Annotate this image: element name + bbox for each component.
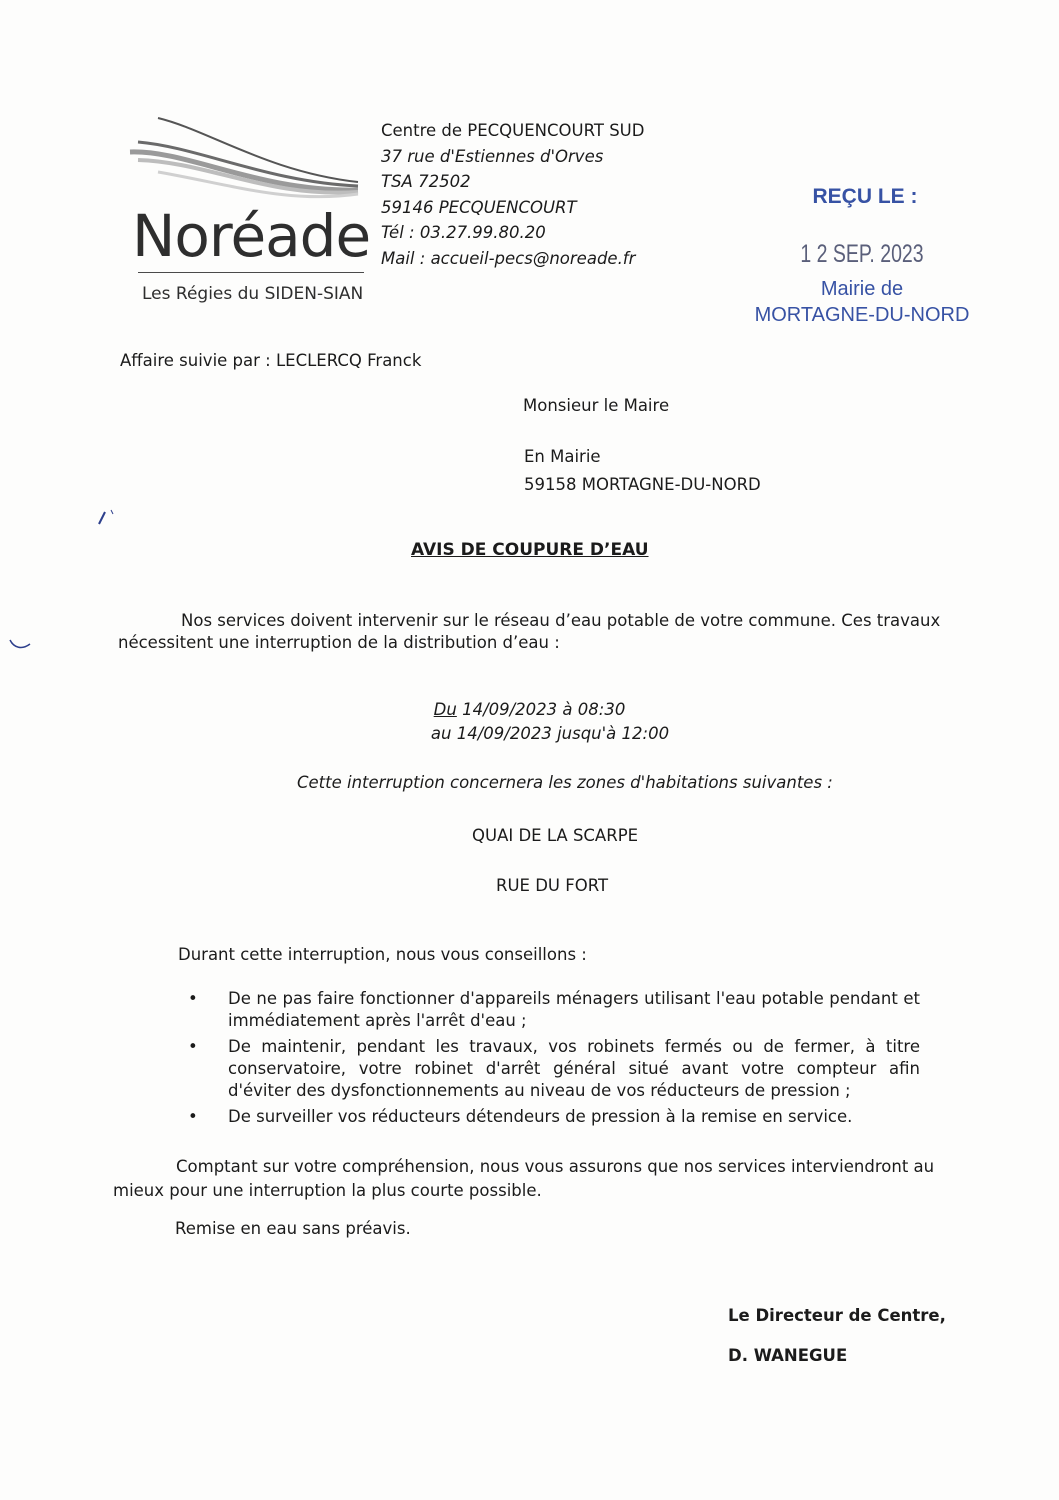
- sender-mail: Mail : accueil-pecs@noreade.fr: [381, 248, 636, 268]
- advice-item: • De surveiller vos réducteurs détendeurs de pression à la remise en service.: [188, 1107, 853, 1126]
- received-stamp: [742, 182, 982, 328]
- stamp-mairie: Mairie de: [820, 278, 904, 300]
- zone-item: RUE DU FORT: [496, 876, 609, 895]
- remise-en-eau: Remise en eau sans préavis.: [175, 1219, 411, 1238]
- logo-divider: [138, 272, 364, 273]
- zones-intro: Cette interruption concernera les zones d'habitations suivantes :: [297, 773, 833, 792]
- sender-phone: Tél : 03.27.99.80.20: [381, 223, 546, 242]
- stamp-label: REÇU LE :: [812, 185, 918, 208]
- sender-address: [381, 118, 701, 271]
- closing-line2: mieux pour une interruption la plus courte possible.: [113, 1181, 542, 1200]
- intro-line1: Nos services doivent intervenir sur le réseau d’eau potable de votre commune. Ces travaux: [181, 611, 941, 630]
- advice-list: [188, 988, 920, 1132]
- notice-subject: AVIS DE COUPURE D’EAU: [411, 540, 649, 560]
- pen-mark-icon: [6, 634, 36, 654]
- sender-center: Centre de PECQUENCOURT SUD: [381, 121, 645, 140]
- affaire-suivie: Affaire suivie par : LECLERCQ Franck: [120, 351, 422, 370]
- sender-tsa: TSA 72502: [381, 172, 471, 191]
- bullet-icon: •: [188, 989, 198, 1008]
- recipient-line1: En Mairie: [524, 447, 601, 466]
- stamp-date: 1 2 SEP. 2023: [800, 240, 924, 268]
- bullet-icon: •: [188, 1037, 198, 1056]
- period-from-word: Du: [433, 700, 457, 719]
- advice-intro: Durant cette interruption, nous vous conseillons :: [178, 945, 587, 964]
- bullet-icon: •: [188, 1107, 198, 1126]
- advice-item: • De ne pas faire fonctionner d'appareils ménagers utilisant l'eau potable pendant et immédiatement après l'arrêt d'eau ;: [188, 989, 920, 1030]
- sender-street: 37 rue d'Estiennes d'Orves: [381, 146, 604, 166]
- period-from-value: 14/09/2023 à 08:30: [456, 700, 626, 719]
- noreade-logo: [118, 112, 378, 312]
- closing-line1: Comptant sur votre compréhension, nous vous assurons que nos services interviendront au: [176, 1157, 935, 1176]
- recipient-line2: 59158 MORTAGNE-DU-NORD: [524, 475, 761, 494]
- intro-line2: nécessitent une interruption de la distribution d’eau :: [118, 633, 560, 652]
- logo-brand: Noréade: [132, 202, 371, 270]
- sender-city: 59146 PECQUENCOURT: [381, 197, 577, 217]
- period-from: [0, 700, 1059, 720]
- advice-item: • De maintenir, pendant les travaux, vos robinets fermés ou de fermer, à titre conservatoire, votre robinet d'arrêt général situé avant votre compteur afin d'éviter des dysfonctionnements au niveau de vos réducteurs de pression ;: [188, 1037, 920, 1100]
- pen-mark-icon: [95, 502, 125, 528]
- period-to: au 14/09/2023 jusqu'à 12:00: [430, 724, 670, 743]
- zone-item: QUAI DE LA SCARPE: [472, 826, 639, 845]
- logo-tagline: Les Régies du SIDEN-SIAN: [142, 284, 364, 304]
- signature-name: D. WANEGUE: [728, 1346, 848, 1365]
- signature-role: Le Directeur de Centre,: [728, 1306, 946, 1325]
- stamp-town: MORTAGNE-DU-NORD: [754, 304, 970, 326]
- recipient-title: Monsieur le Maire: [523, 396, 670, 415]
